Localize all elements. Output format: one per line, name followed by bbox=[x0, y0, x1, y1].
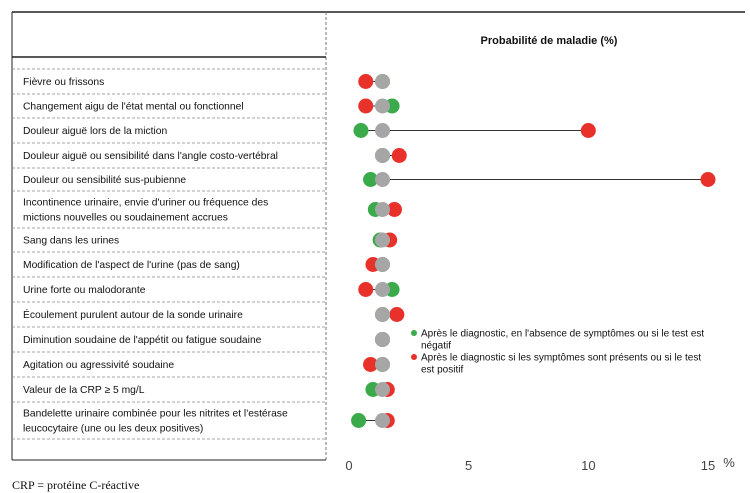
positive-dot bbox=[389, 307, 404, 322]
positive-dot bbox=[358, 99, 373, 114]
positive-dot bbox=[358, 282, 373, 297]
row-label: mictions nouvelles ou soudainement accrues bbox=[23, 212, 228, 224]
chart-caption: CRP = protéine C-réactive bbox=[12, 478, 140, 492]
baseline-dot bbox=[375, 257, 390, 272]
legend-marker bbox=[411, 330, 417, 336]
row-label: Valeur de la CRP ≥ 5 mg/L bbox=[23, 385, 145, 396]
row-label: Fièvre ou frissons bbox=[23, 77, 105, 88]
row-label: Sang dans les urines bbox=[23, 235, 120, 247]
row-label: Urine forte ou malodorante bbox=[23, 285, 146, 296]
baseline-dot bbox=[375, 233, 390, 248]
negative-dot bbox=[351, 413, 366, 428]
x-tick-label: 5 bbox=[465, 458, 473, 473]
row-label: Incontinence urinaire, envie d'uriner ou fréquence des bbox=[23, 197, 269, 209]
baseline-dot bbox=[375, 413, 390, 428]
baseline-dot bbox=[375, 282, 390, 297]
x-unit-label: % bbox=[723, 455, 735, 470]
row-label: Douleur aiguë lors de la miction bbox=[23, 126, 168, 137]
baseline-dot bbox=[375, 123, 390, 138]
row-label: Diminution soudaine de l'appétit ou fatigue soudaine bbox=[23, 335, 262, 346]
x-tick-label: 0 bbox=[345, 458, 353, 473]
row-label: Agitation ou agressivité soudaine bbox=[23, 360, 175, 371]
baseline-dot bbox=[375, 99, 390, 114]
positive-dot bbox=[358, 74, 373, 89]
baseline-dot bbox=[375, 382, 390, 397]
chart-title: Probabilité de maladie (%) bbox=[480, 35, 618, 47]
row-label: Bandelette urinaire combinée pour les nitrites et l'estérase bbox=[23, 408, 288, 420]
row-label: Écoulement purulent autour de la sonde urinaire bbox=[23, 310, 243, 321]
baseline-dot bbox=[375, 202, 390, 217]
x-tick-label: 10 bbox=[581, 458, 596, 473]
positive-dot bbox=[581, 123, 596, 138]
baseline-dot bbox=[375, 172, 390, 187]
row-label: Modification de l'aspect de l'urine (pas de sang) bbox=[23, 260, 240, 271]
legend-label: Après le diagnostic, en l'absence de symptômes ou si le test est bbox=[421, 328, 705, 340]
row-label: Changement aigu de l'état mental ou fonctionnel bbox=[23, 101, 244, 113]
baseline-dot bbox=[375, 357, 390, 372]
negative-dot bbox=[353, 123, 368, 138]
x-tick-label: 15 bbox=[700, 458, 716, 473]
positive-dot bbox=[392, 148, 407, 163]
baseline-dot bbox=[375, 332, 390, 347]
legend-label: Après le diagnostic si les symptômes sont présents ou si le test bbox=[421, 352, 702, 364]
row-label: Douleur aiguë ou sensibilité dans l'angle costo-vertébral bbox=[23, 151, 278, 162]
baseline-dot bbox=[375, 148, 390, 163]
baseline-dot bbox=[375, 307, 390, 322]
row-label: leucocytaire (une ou les deux positives) bbox=[23, 423, 204, 435]
row-label: Douleur ou sensibilité sus-pubienne bbox=[23, 175, 187, 186]
legend-label: négatif bbox=[421, 340, 452, 352]
baseline-dot bbox=[375, 74, 390, 89]
positive-dot bbox=[701, 172, 716, 187]
legend-label: est positif bbox=[421, 364, 464, 376]
legend-marker bbox=[411, 354, 417, 360]
